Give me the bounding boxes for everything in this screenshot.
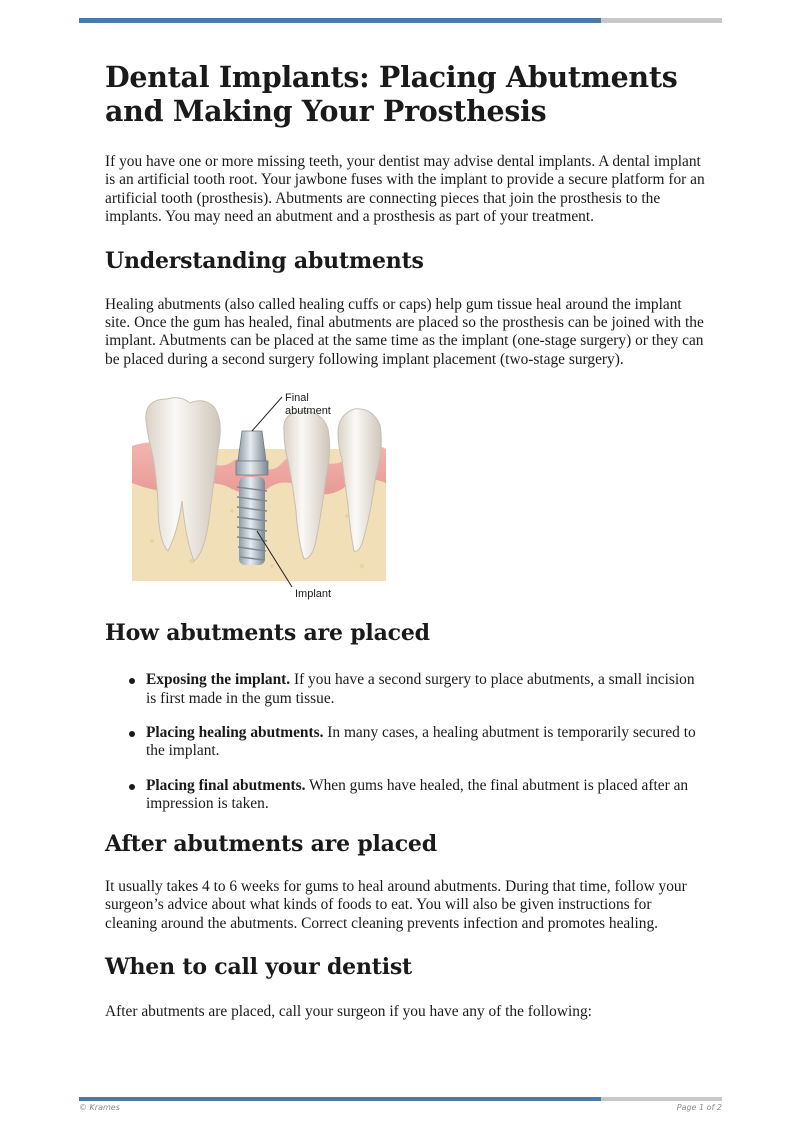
final-abutment-leader xyxy=(252,397,282,431)
tooth-implant-diagram xyxy=(132,391,432,601)
top-rule-gray xyxy=(601,18,722,23)
list-item-title: Placing final abutments. xyxy=(146,776,306,794)
bottom-rule-blue xyxy=(79,1097,601,1101)
footer-page-number: Page 1 of 2 xyxy=(676,1103,722,1112)
top-rule-blue xyxy=(79,18,601,23)
list-item-title: Exposing the implant. xyxy=(146,671,291,689)
list-item-text: If you have a second surgery to place abutments, a small incision is first made in the gum tissue. xyxy=(146,671,695,707)
abutment-collar xyxy=(236,461,268,475)
list-item xyxy=(146,777,705,814)
heading-how-abutments-placed: How abutments are placed xyxy=(105,620,430,647)
list-item-text: In many cases, a healing abutment is temporarily secured to the implant. xyxy=(146,724,696,760)
paragraph-when-to-call: After abutments are placed, call your surgeon if you have any of the following: xyxy=(105,1002,592,1020)
paragraph-understanding-abutments: Healing abutments (also called healing cuffs or caps) help gum tissue heal around the implant site. Once the gum has healed, final abutments are placed so the prosthesis can be joined with the implant. Abutments can be placed at the same time as the implant (one-stage surgery) or they can be placed during a second surgery following implant placement (two-stage surgery). xyxy=(105,295,704,368)
intro-paragraph: If you have one or more missing teeth, your dentist may advise dental implants. A dental implant is an artificial tooth root. Your jawbone fuses with the implant to provide a secure platform for an artificial tooth (prosthesis). Abutments are connecting pieces that join the prosthesis to the implants. You may need an abutment and a prosthesis as part of your treatment. xyxy=(105,153,705,226)
steps-list xyxy=(105,671,705,813)
list-item-text: When gums have healed, the final abutment is placed after an impression is taken. xyxy=(146,776,689,813)
heading-understanding-abutments: Understanding abutments xyxy=(105,247,424,274)
label-implant: Implant xyxy=(295,588,332,601)
heading-when-to-call: When to call your dentist xyxy=(105,953,413,980)
abutment-illustration xyxy=(132,391,432,601)
page-title: Dental Implants: Placing Abutments and Making Your Prosthesis xyxy=(105,60,678,128)
final-abutment xyxy=(238,431,266,461)
label-abutment: abutment xyxy=(285,405,331,418)
top-rule xyxy=(79,18,722,23)
bottom-rule-gray xyxy=(601,1097,722,1101)
implant-screw xyxy=(237,477,267,565)
heading-after-abutments-placed: After abutments are placed xyxy=(105,830,437,857)
bottom-rule xyxy=(79,1097,722,1101)
label-final: Final xyxy=(285,392,309,405)
document-body xyxy=(105,60,705,1021)
list-item-title: Placing healing abutments. xyxy=(146,724,324,742)
footer-copyright: © Krames xyxy=(79,1103,120,1112)
paragraph-after-abutments-placed: It usually takes 4 to 6 weeks for gums to heal around abutments. During that time, follow your surgeon’s advice about what kinds of foods to eat. You will also be given instructions for cleaning around the abutments. Correct cleaning prevents infection and promotes healing. xyxy=(105,877,687,932)
page-footer xyxy=(79,1103,722,1112)
list-item xyxy=(146,671,705,708)
list-item xyxy=(146,724,705,761)
